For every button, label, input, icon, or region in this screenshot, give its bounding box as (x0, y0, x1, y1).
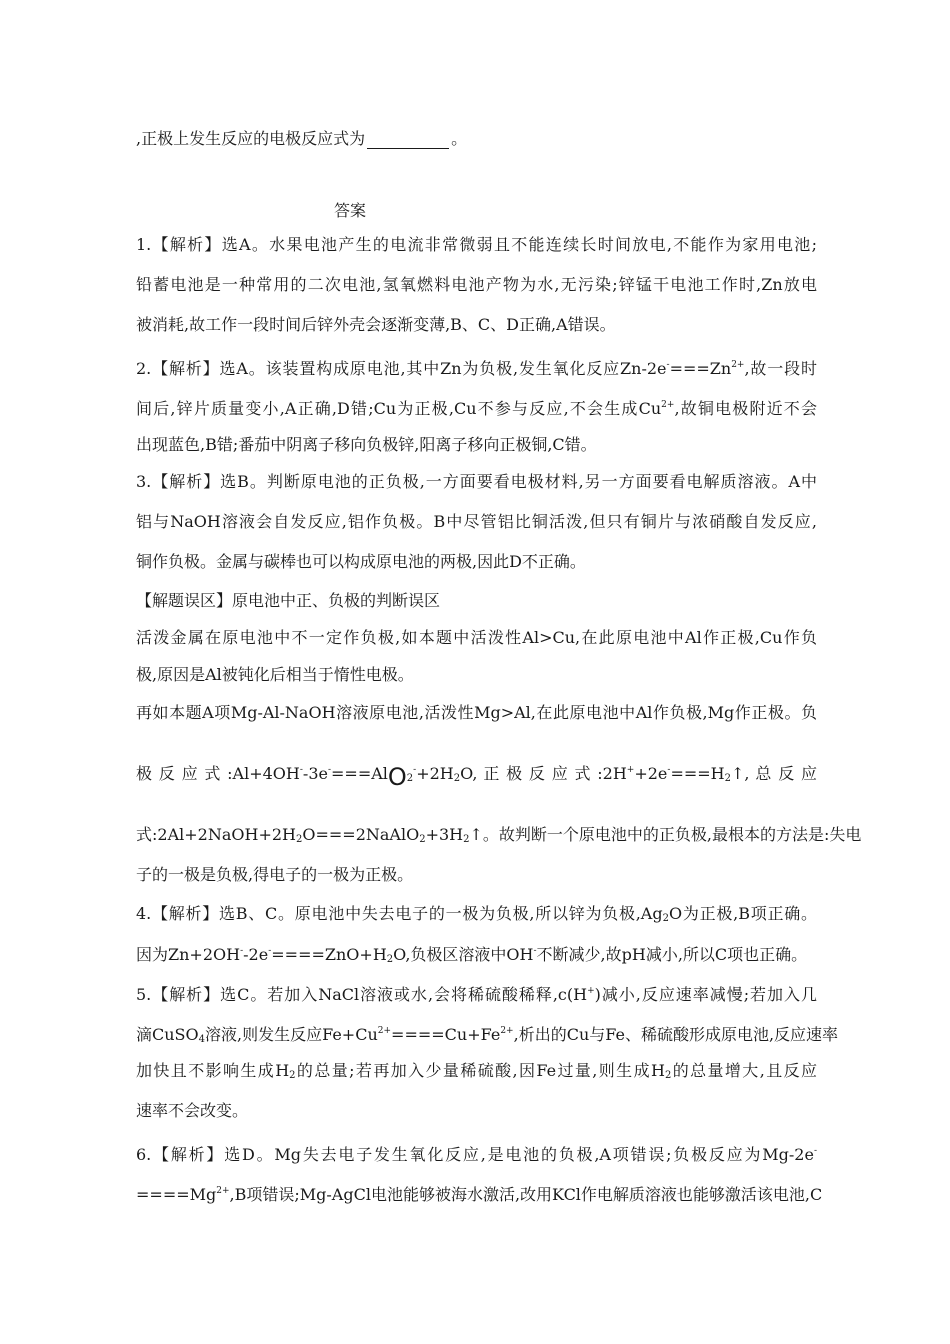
answer-blank (367, 132, 449, 149)
answer-3-line-3: 铜作负极。金属与碳棒也可以构成原电池的两极,因此D不正确。 (136, 552, 586, 571)
answer-6-line-2: $====Mg^{2+},B$项错误;Mg-AgCl电池能够被海水激活,改用KCl作电解质溶液也能够激活该电池,C (136, 1185, 823, 1204)
answer-4-line-1: 4.【解析】选B、C。原电池中失去电子的一极为负极,所以锌为负极$,Ag_2O$为正极,B项正确。 (136, 904, 817, 924)
answer-1-line-3: 被消耗,故工作一段时间后锌外壳会逐渐变薄,B、C、D正确,A错误。 (136, 315, 616, 334)
answer-5-line-3: 加快且不影响生成$H_2$的总量;若再加入少量稀硫酸,因Fe过量,则生成$H_2$的总量增大,且反应 (136, 1061, 817, 1081)
answer-6-line-1: 6.【解析】选D。Mg失去电子发生氧化反应,是电池的负极,A项错误;负极反应为Mg-2e- (136, 1145, 817, 1164)
answer-1-line-2: 铅蓄电池是一种常用的二次电池,氢氧燃料电池产物为水,无污染;锌锰干电池工作时,Zn放电 (136, 275, 817, 294)
answer-3-line-2: 铝与NaOH溶液会自发反应,铝作负极。B中尽管铝比铜活泼,但只有铜片与浓硝酸自发反应, (136, 512, 817, 531)
answer-2-line-3: 出现蓝色,B错;番茄中阴离子移向负极锌,阳离子移向正极铜,C错。 (136, 435, 597, 454)
equation-line: 极 反 应 式 $:Al+4OH^--3e^-===AlO_2^-+2H_2O$, 正 极 反 应 式 $:2H^++2e^-===H_2↑$, 总 反 应 (136, 763, 817, 791)
answer-5-line-4: 速率不会改变。 (136, 1101, 249, 1120)
misconception-line-3: 再如本题A项Mg-Al-NaOH溶液原电池,活泼性Mg>Al,在此原电池中Al作负极,Mg作正极。负 (136, 703, 817, 722)
answer-2-line-2: 间后,锌片质量变小,A正确,D错;Cu为正极,Cu不参与反应,不会生成$Cu^{2+}$,故铜电极附近不会 (136, 399, 817, 418)
question-tail-line: ,正极上发生反应的电极反应式为 。 (136, 129, 468, 148)
misconception-conclusion: 子的一极是负极,得电子的一极为正极。 (136, 865, 414, 884)
total-reaction-line: 式$:2Al+2NaOH+2H_2O===2NaAlO_2+3H_2↑$。故判断一个原电池中的正负极,最根本的方法是:失电 (136, 825, 862, 845)
misconception-line-1: 活泼金属在原电池中不一定作负极,如本题中活泼性Al>Cu,在此原电池中Al作正极,Cu作负 (136, 628, 817, 647)
answer-5-line-2: 滴CuSO$_4$溶液,则发生反应$Fe+Cu^{2+}====Cu+Fe^{2+}$,析出的Cu与Fe、稀硫酸形成原电池,反应速率 (136, 1025, 839, 1045)
answer-4-line-2: 因为$Zn+2OH^--2e^-====ZnO+H_2O$,负极区溶液中OH-不断减少,故pH减小,所以C项也正确。 (136, 945, 808, 965)
misconception-heading: 【解题误区】原电池中正、负极的判断误区 (136, 591, 441, 610)
answer-3-line-1: 3.【解析】选B。判断原电池的正负极,一方面要看电极材料,另一方面要看电解质溶液。A中 (136, 472, 817, 491)
answer-2-line-1: 2.【解析】选A。该装置构成原电池,其中Zn为负极,发生氧化反应$Zn-2e^-===Zn^{2+}$,故一段时 (136, 359, 817, 378)
misconception-line-2: 极,原因是Al被钝化后相当于惰性电极。 (136, 665, 414, 684)
answer-heading: 答案 (333, 201, 366, 220)
answer-5-line-1: 5.【解析】选C。若加入NaCl溶液或水,会将稀硫酸稀释,c(H+)减小,反应速率减慢;若加入几 (136, 985, 817, 1004)
answer-1-line-1: 1.【解析】选A。水果电池产生的电流非常微弱且不能连续长时间放电,不能作为家用电池; (136, 235, 817, 254)
